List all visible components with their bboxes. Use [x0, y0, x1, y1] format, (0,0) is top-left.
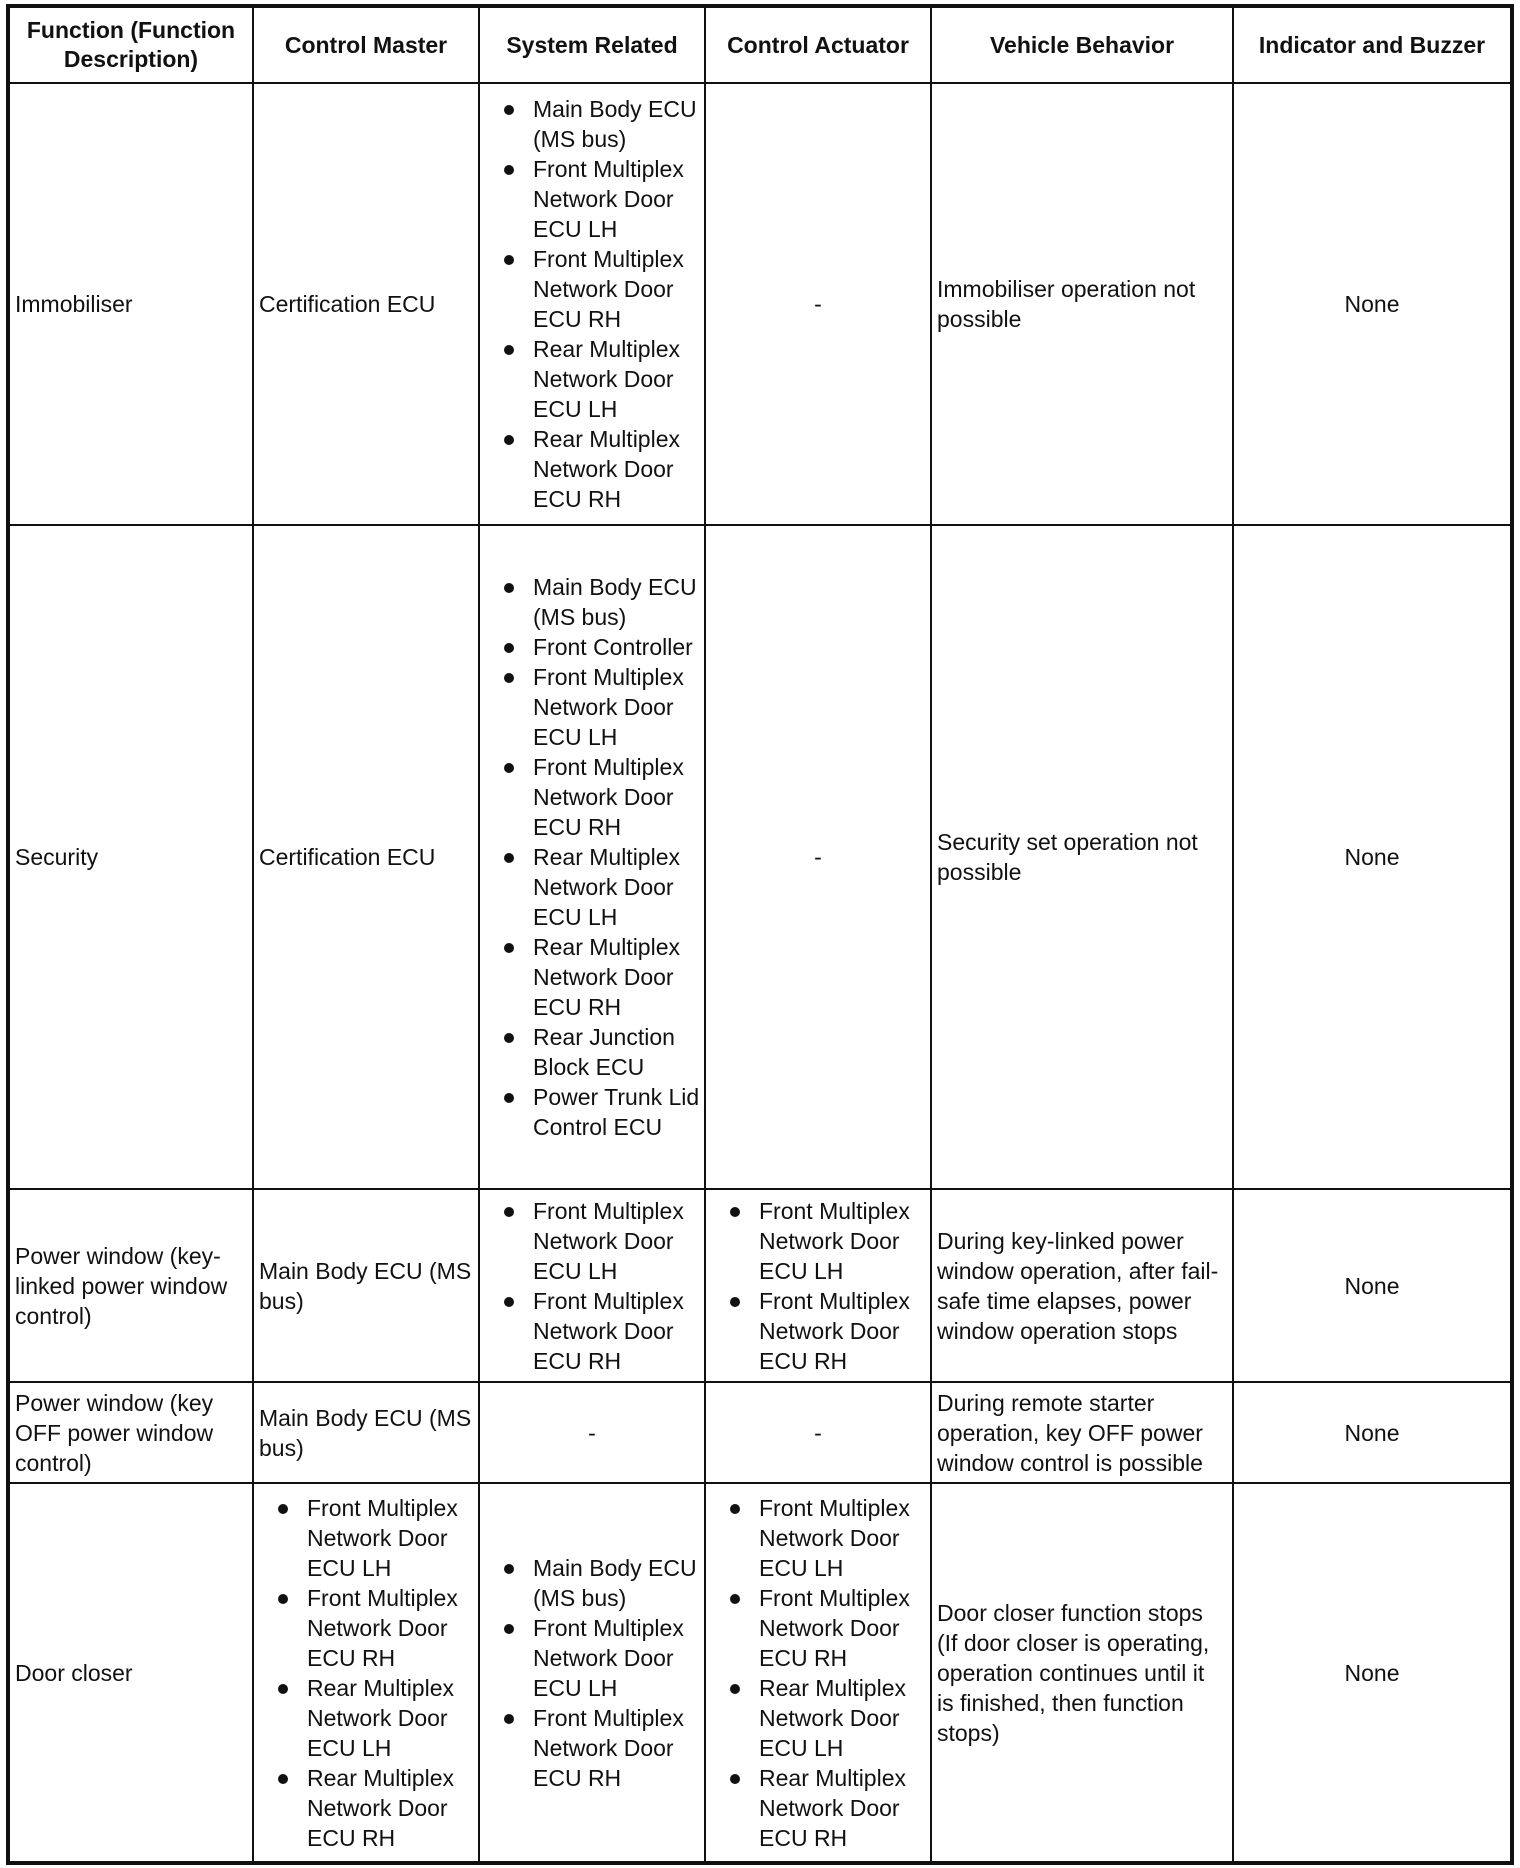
cell-vehicle-behavior: Security set operation not possible	[931, 525, 1233, 1189]
system-related-list	[488, 1553, 702, 1793]
header-indicator-buzzer: Indicator and Buzzer	[1233, 6, 1512, 83]
list-item: Front Multiplex Network Door ECU RH	[714, 1286, 928, 1376]
list-item: Front Multiplex Network Door ECU RH	[488, 1286, 702, 1376]
header-control-master: Control Master	[253, 6, 479, 83]
cell-indicator-buzzer: None	[1233, 1189, 1512, 1382]
list-item: Front Multiplex Network Door ECU RH	[262, 1583, 476, 1673]
function-table-sheet	[6, 4, 1510, 1860]
cell-function: Power window (key-linked power window control)	[8, 1189, 253, 1382]
control-master-list	[262, 1493, 476, 1853]
cell-vehicle-behavior: During key-linked power window operation, after fail-safe time elapses, power window operation stops	[931, 1189, 1233, 1382]
list-item: Front Multiplex Network Door ECU LH	[714, 1196, 928, 1286]
list-item: Rear Multiplex Network Door ECU RH	[488, 424, 702, 514]
cell-control-actuator: -	[705, 525, 931, 1189]
table-row-power-window-key-off	[8, 1382, 1512, 1483]
cell-system-related	[479, 1483, 705, 1863]
list-item: Rear Multiplex Network Door ECU RH	[714, 1763, 928, 1853]
cell-control-actuator: -	[705, 83, 931, 525]
cell-control-master: Main Body ECU (MS bus)	[253, 1382, 479, 1483]
header-vehicle-behavior: Vehicle Behavior	[931, 6, 1233, 83]
list-item: Front Controller	[488, 632, 702, 662]
list-item: Front Multiplex Network Door ECU LH	[488, 154, 702, 244]
list-item: Main Body ECU (MS bus)	[488, 1553, 702, 1613]
cell-vehicle-behavior: Immobiliser operation not possible	[931, 83, 1233, 525]
table-row-power-window-key-linked	[8, 1189, 1512, 1382]
control-actuator-list	[714, 1196, 928, 1376]
list-item: Front Multiplex Network Door ECU RH	[488, 752, 702, 842]
system-related-list	[488, 1196, 702, 1376]
table-row-immobiliser	[8, 83, 1512, 525]
list-item: Power Trunk Lid Control ECU	[488, 1082, 702, 1142]
list-item: Front Multiplex Network Door ECU LH	[262, 1493, 476, 1583]
list-item: Main Body ECU (MS bus)	[488, 572, 702, 632]
system-related-list	[488, 94, 702, 514]
list-item: Rear Multiplex Network Door ECU RH	[488, 932, 702, 1022]
list-item: Rear Multiplex Network Door ECU LH	[262, 1673, 476, 1763]
list-item: Rear Junction Block ECU	[488, 1022, 702, 1082]
system-related-list	[488, 572, 702, 1142]
list-item: Rear Multiplex Network Door ECU LH	[488, 842, 702, 932]
cell-function: Power window (key OFF power window control)	[8, 1382, 253, 1483]
cell-system-related: -	[479, 1382, 705, 1483]
table-row-security	[8, 525, 1512, 1189]
header-row	[8, 6, 1512, 83]
function-table	[6, 4, 1514, 1865]
cell-system-related	[479, 1189, 705, 1382]
cell-function: Door closer	[8, 1483, 253, 1863]
cell-control-actuator	[705, 1483, 931, 1863]
table-row-door-closer	[8, 1483, 1512, 1863]
list-item: Rear Multiplex Network Door ECU LH	[488, 334, 702, 424]
list-item: Front Multiplex Network Door ECU LH	[714, 1493, 928, 1583]
list-item: Front Multiplex Network Door ECU LH	[488, 1613, 702, 1703]
list-item: Front Multiplex Network Door ECU LH	[488, 1196, 702, 1286]
cell-indicator-buzzer: None	[1233, 83, 1512, 525]
cell-system-related	[479, 525, 705, 1189]
cell-vehicle-behavior: During remote starter operation, key OFF power window control is possible	[931, 1382, 1233, 1483]
cell-control-master: Certification ECU	[253, 83, 479, 525]
control-actuator-list	[714, 1493, 928, 1853]
cell-indicator-buzzer: None	[1233, 525, 1512, 1189]
header-control-actuator: Control Actuator	[705, 6, 931, 83]
cell-control-master: Certification ECU	[253, 525, 479, 1189]
cell-control-master	[253, 1483, 479, 1863]
header-system-related: System Related	[479, 6, 705, 83]
cell-control-master: Main Body ECU (MS bus)	[253, 1189, 479, 1382]
cell-system-related	[479, 83, 705, 525]
list-item: Main Body ECU (MS bus)	[488, 94, 702, 154]
list-item: Front Multiplex Network Door ECU RH	[488, 1703, 702, 1793]
cell-indicator-buzzer: None	[1233, 1483, 1512, 1863]
cell-function: Security	[8, 525, 253, 1189]
list-item: Front Multiplex Network Door ECU RH	[488, 244, 702, 334]
list-item: Front Multiplex Network Door ECU LH	[488, 662, 702, 752]
cell-function: Immobiliser	[8, 83, 253, 525]
cell-control-actuator: -	[705, 1382, 931, 1483]
list-item: Rear Multiplex Network Door ECU RH	[262, 1763, 476, 1853]
cell-control-actuator	[705, 1189, 931, 1382]
cell-vehicle-behavior: Door closer function stops (If door closer is operating, operation continues until it is finished, then function stops)	[931, 1483, 1233, 1863]
list-item: Rear Multiplex Network Door ECU LH	[714, 1673, 928, 1763]
cell-indicator-buzzer: None	[1233, 1382, 1512, 1483]
header-function: Function (Function Description)	[8, 6, 253, 83]
list-item: Front Multiplex Network Door ECU RH	[714, 1583, 928, 1673]
